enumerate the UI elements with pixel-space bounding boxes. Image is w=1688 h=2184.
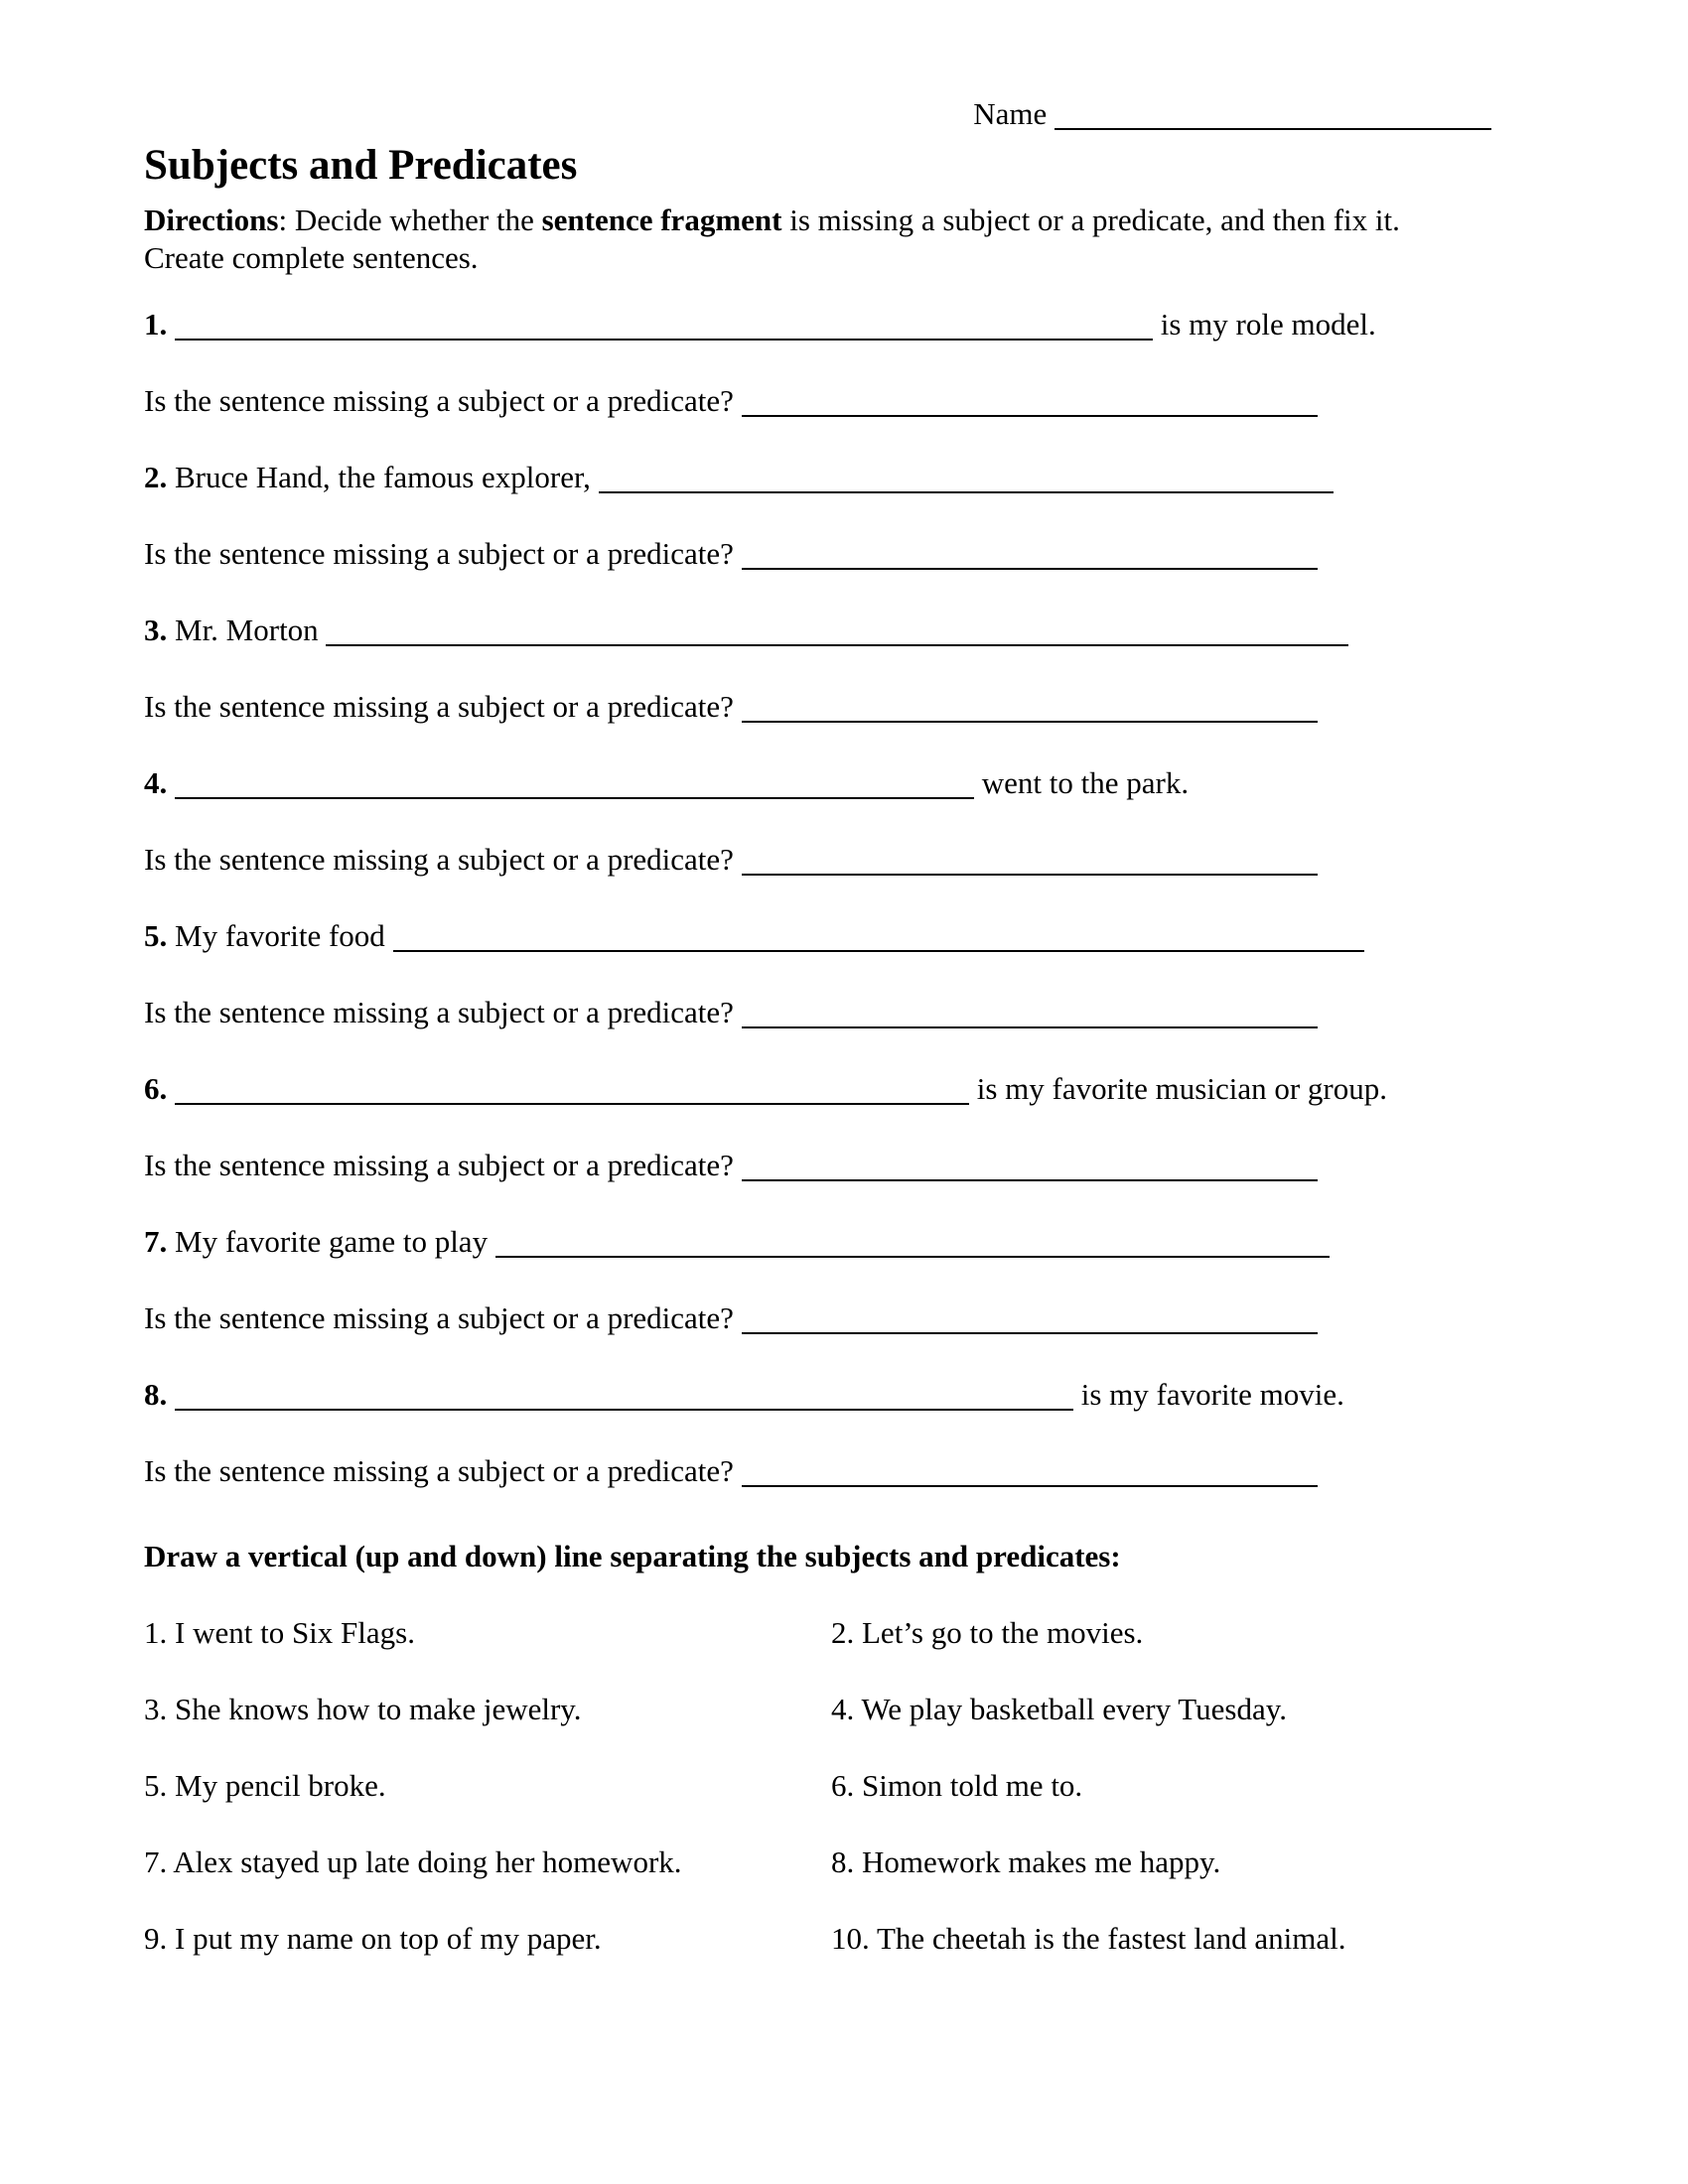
sentence-item: 9. I put my name on top of my paper. — [144, 1921, 602, 1956]
question-text-before: Mr. Morton — [175, 613, 319, 647]
answer-line-4 — [144, 840, 1519, 880]
answer-blank-line — [742, 403, 1318, 417]
question-line-3 — [144, 611, 1519, 650]
question-blank-line — [495, 1244, 1330, 1258]
answer-line-1 — [144, 381, 1519, 421]
answer-prompt: Is the sentence missing a subject or a predicate? — [144, 1300, 734, 1335]
directions-rest: is missing a subject or a predicate, and then fix it. — [781, 203, 1400, 237]
question-text-before: My favorite food — [175, 918, 385, 953]
sentence-row-3 — [144, 1766, 1519, 1806]
answer-line-7 — [144, 1298, 1519, 1338]
directions-bold-term: sentence fragment — [541, 203, 782, 237]
question-number: 8. — [144, 1377, 168, 1412]
sentence-item: 5. My pencil broke. — [144, 1768, 386, 1803]
answer-prompt: Is the sentence missing a subject or a predicate? — [144, 842, 734, 877]
questions-section — [144, 305, 1519, 1491]
question-text-before: Bruce Hand, the famous explorer, — [175, 460, 591, 494]
answer-line-8 — [144, 1451, 1519, 1491]
answer-blank-line — [742, 1320, 1318, 1334]
question-line-6 — [144, 1069, 1519, 1109]
answer-prompt: Is the sentence missing a subject or a predicate? — [144, 536, 734, 571]
question-number: 6. — [144, 1071, 168, 1106]
sentence-item: 4. We play basketball every Tuesday. — [831, 1692, 1287, 1726]
answer-blank-line — [742, 1167, 1318, 1181]
sentence-item: 1. I went to Six Flags. — [144, 1615, 415, 1650]
sentence-item: 10. The cheetah is the fastest land animal. — [831, 1921, 1346, 1956]
sentence-item: 2. Let’s go to the movies. — [831, 1615, 1144, 1650]
answer-line-6 — [144, 1146, 1519, 1185]
question-line-2 — [144, 458, 1519, 497]
answer-prompt: Is the sentence missing a subject or a predicate? — [144, 689, 734, 724]
question-blank-line — [175, 327, 1153, 341]
question-text-after: is my favorite musician or group. — [976, 1071, 1387, 1106]
sentence-row-2 — [144, 1690, 1519, 1729]
directions-line2: Create complete sentences. — [144, 240, 479, 275]
question-line-8 — [144, 1375, 1519, 1415]
question-line-1 — [144, 305, 1519, 344]
answer-prompt: Is the sentence missing a subject or a predicate? — [144, 995, 734, 1029]
section-heading: Draw a vertical (up and down) line separating the subjects and predicates: — [144, 1539, 1121, 1573]
sentence-item: 6. Simon told me to. — [831, 1768, 1083, 1803]
question-blank-line — [326, 632, 1348, 646]
directions-label: Directions — [144, 203, 279, 237]
question-text-after: is my role model. — [1160, 307, 1376, 341]
answer-blank-line — [742, 862, 1318, 876]
answer-line-5 — [144, 993, 1519, 1032]
answer-prompt: Is the sentence missing a subject or a predicate? — [144, 1453, 734, 1488]
answer-line-3 — [144, 687, 1519, 727]
question-blank-line — [175, 1397, 1073, 1411]
sentence-item: 3. She knows how to make jewelry. — [144, 1692, 582, 1726]
sentence-item: 8. Homework makes me happy. — [831, 1844, 1221, 1879]
sentence-list — [144, 1613, 1519, 1959]
name-label: Name — [973, 96, 1048, 131]
sentence-item: 7. Alex stayed up late doing her homework. — [144, 1844, 682, 1879]
sentence-row-1 — [144, 1613, 1519, 1653]
question-number: 3. — [144, 613, 168, 647]
question-blank-line — [175, 785, 974, 799]
question-number: 7. — [144, 1224, 168, 1259]
question-number: 2. — [144, 460, 168, 494]
question-line-4 — [144, 763, 1519, 803]
question-number: 4. — [144, 765, 168, 800]
sentence-row-5 — [144, 1919, 1519, 1959]
answer-prompt: Is the sentence missing a subject or a predicate? — [144, 383, 734, 418]
answer-prompt: Is the sentence missing a subject or a predicate? — [144, 1148, 734, 1182]
question-blank-line — [599, 479, 1334, 493]
answer-blank-line — [742, 1473, 1318, 1487]
name-field — [144, 94, 1491, 134]
answer-line-2 — [144, 534, 1519, 574]
question-line-5 — [144, 916, 1519, 956]
question-text-after: went to the park. — [981, 765, 1190, 800]
question-blank-line — [393, 938, 1364, 952]
directions-mid: : Decide whether the — [278, 203, 542, 237]
question-text-after: is my favorite movie. — [1080, 1377, 1344, 1412]
question-line-7 — [144, 1222, 1519, 1262]
sentence-row-4 — [144, 1843, 1519, 1882]
question-blank-line — [175, 1091, 969, 1105]
directions — [144, 202, 1519, 277]
answer-blank-line — [742, 709, 1318, 723]
answer-blank-line — [742, 556, 1318, 570]
question-number: 5. — [144, 918, 168, 953]
name-blank-line — [1055, 116, 1491, 130]
question-number: 1. — [144, 307, 168, 341]
question-text-before: My favorite game to play — [175, 1224, 489, 1259]
answer-blank-line — [742, 1015, 1318, 1028]
page-title: Subjects and Predicates — [144, 142, 578, 189]
